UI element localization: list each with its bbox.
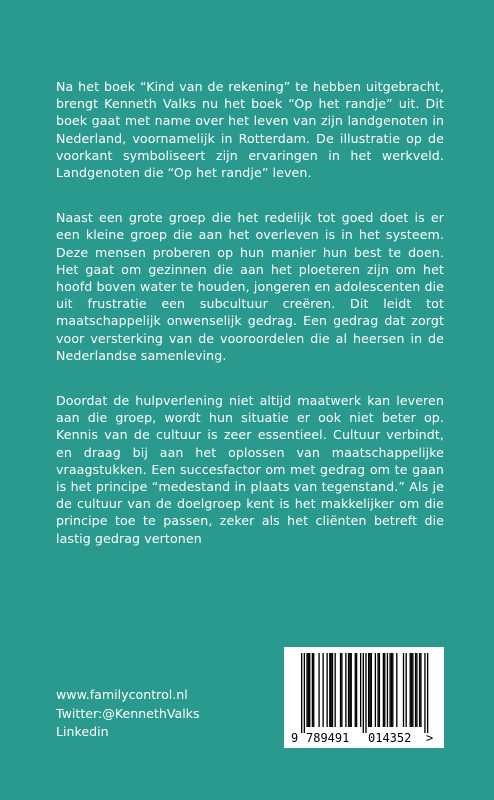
barcode-bar: [416, 653, 417, 727]
barcode-bar: [384, 653, 385, 727]
barcode-bar: [335, 653, 336, 727]
barcode-bar: [345, 653, 346, 727]
barcode-bar: [424, 653, 425, 733]
barcode-bar: [368, 653, 369, 727]
barcode-bars: [301, 653, 428, 733]
barcode-bar: [341, 653, 342, 727]
barcode-graphic: [284, 647, 444, 748]
barcode-bar: [312, 653, 313, 727]
twitter-handle[interactable]: Twitter:@KennethValks: [56, 705, 200, 721]
barcode-bar: [360, 653, 361, 727]
barcode-marker: >: [426, 731, 434, 745]
barcode-bar: [379, 653, 380, 727]
barcode-bar: [351, 653, 352, 727]
barcode-bar: [340, 653, 341, 727]
barcode-bar: [392, 653, 393, 727]
barcode-bar: [387, 653, 388, 727]
barcode-bar: [355, 653, 356, 727]
barcode-bar: [301, 653, 302, 733]
isbn-barcode: [284, 647, 444, 748]
barcode-bar: [356, 653, 357, 727]
barcode-bar: [330, 653, 331, 727]
barcode-bar: [326, 653, 327, 727]
barcode-bar: [427, 653, 428, 733]
barcode-bar: [412, 653, 413, 727]
barcode-bar: [410, 653, 411, 727]
paragraph-3: Doordat de hulpverlening niet altijd maatwerk kan leveren aan die groep, wordt hun situatie er ook niet beter op. Kennis van de cultuur is zeer essentieel. Cultuur verbindt, en draag bij aan het oplossen van maatschappelijke vraagstukken. Een succesfactor om met gedrag om te gaan is het principe “medestand in plaats van tegenstand.” Als je de cultuur van de doelgroep kent is het makkelijker om die principe toe te passen, zeker als het cliënten betreft die lastig gedrag vertonen: [56, 393, 444, 546]
barcode-bar: [329, 653, 330, 727]
barcode-bar: [420, 653, 421, 727]
barcode-bar: [349, 653, 350, 727]
barcode-bar: [318, 653, 319, 727]
paragraph-2: Naast een grote groep die het redelijk tot goed doet is er een kleine groep die aan het overleven is in het systeem. Deze mensen proberen op hun manier hun best te doen. Het gaat om gezinnen die aan het ploeteren zijn om het hoofd boven water te houden, jongeren en adolescenten die uit frustratie een subcultuur creëren. Dit leidt tot maatschappelijk onwenselijk gedrag. Een gedrag dat zorgt voor versterking van de vooroordelen die al heersen in de Nederlandse samenleving.: [56, 210, 444, 363]
paragraph-1: Na het boek “Kind van de rekening” te hebben uitgebracht, brengt Kenneth Valks nu het boek “Op het randje” uit. Dit boek gaat met name over het leven van zijn landgenoten in Nederland, voornamelijk in Rotterdam. De illustratie op de voorkant symboliseert zijn ervaringen in het werkveld. Landgenoten die “Op het randje” leven.: [56, 79, 444, 181]
barcode-bar: [332, 653, 333, 727]
barcode-bar: [348, 653, 349, 727]
barcode-bar: [322, 653, 323, 727]
barcode-digits-left: 789491: [306, 731, 350, 745]
website-link[interactable]: www.familycontrol.nl: [56, 687, 188, 702]
barcode-bar: [391, 653, 392, 727]
barcode-bar: [389, 653, 390, 727]
barcode-bar: [313, 653, 314, 727]
barcode-bar: [377, 653, 378, 727]
barcode-digits-right: 014352: [368, 731, 412, 745]
barcode-bar: [406, 653, 407, 727]
barcode-bar: [403, 653, 404, 727]
barcode-bar: [419, 653, 420, 727]
barcode-bar: [375, 653, 376, 727]
blurb: [56, 78, 444, 575]
barcode-bar: [369, 653, 370, 727]
contact-info: [56, 686, 200, 742]
barcode-bar: [304, 653, 305, 733]
barcode-digit-lead: 9: [291, 731, 299, 745]
barcode-bar: [396, 653, 397, 727]
barcode-bar: [363, 653, 364, 733]
barcode-bar: [308, 653, 309, 727]
linkedin-link[interactable]: Linkedin: [56, 724, 109, 739]
barcode-bar: [309, 653, 310, 727]
barcode-bar: [411, 653, 412, 727]
barcode-bar: [371, 653, 372, 727]
barcode-bar: [306, 653, 307, 727]
barcode-bar: [415, 653, 416, 727]
barcode-bar: [365, 653, 366, 733]
barcode-bar: [383, 653, 384, 727]
